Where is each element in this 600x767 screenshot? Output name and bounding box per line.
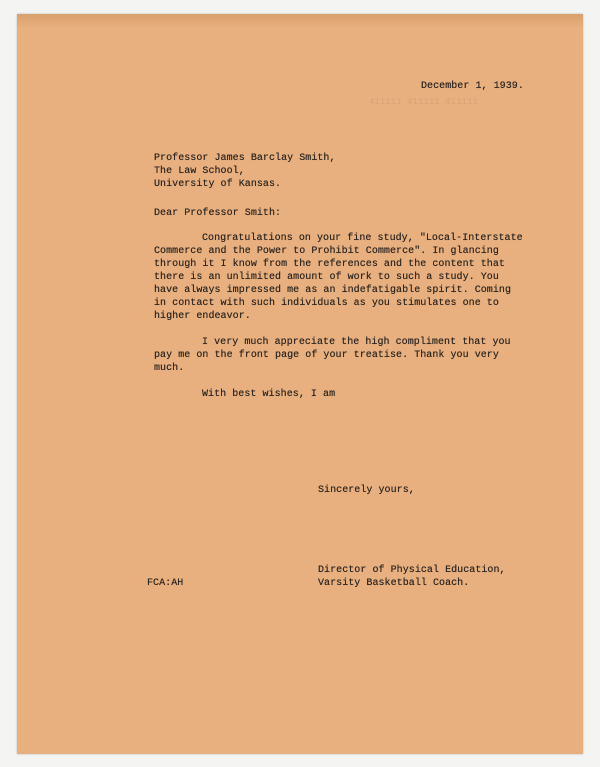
salutation: Dear Professor Smith: — [154, 208, 282, 219]
body-line: higher endeavor. — [154, 311, 251, 322]
recipient-institution: University of Kansas. — [154, 179, 282, 190]
reference-initials: FCA:AH — [147, 578, 184, 589]
body-line: have always impressed me as an indefatigable spirit. Coming — [154, 285, 512, 296]
body-line: Congratulations on your fine study, "Local-Interstate — [202, 233, 523, 244]
body-line: in contact with such individuals as you stimulates one to — [154, 298, 499, 309]
body-line: pay me on the front page of your treatise. Thank you very — [154, 350, 499, 361]
recipient-name: Professor James Barclay Smith, — [154, 153, 336, 164]
recipient-department: The Law School, — [154, 166, 245, 177]
body-line: I very much appreciate the high compliment that you — [202, 337, 511, 348]
letter-page — [17, 14, 583, 754]
bleed-through-text: 411111 411111 411111 — [369, 97, 479, 107]
body-line: Commerce and the Power to Prohibit Commerce". In glancing — [154, 246, 499, 257]
body-line: there is an unlimited amount of work to such a study. You — [154, 272, 499, 283]
complimentary-close: Sincerely yours, — [318, 485, 415, 496]
letter-date: December 1, 1939. — [421, 81, 524, 92]
body-line: much. — [154, 363, 185, 374]
closing-wishes: With best wishes, I am — [202, 389, 336, 400]
body-line: through it I know from the references and the content that — [154, 259, 505, 270]
signer-role: Varsity Basketball Coach. — [318, 578, 470, 589]
signer-title: Director of Physical Education, — [318, 565, 506, 576]
